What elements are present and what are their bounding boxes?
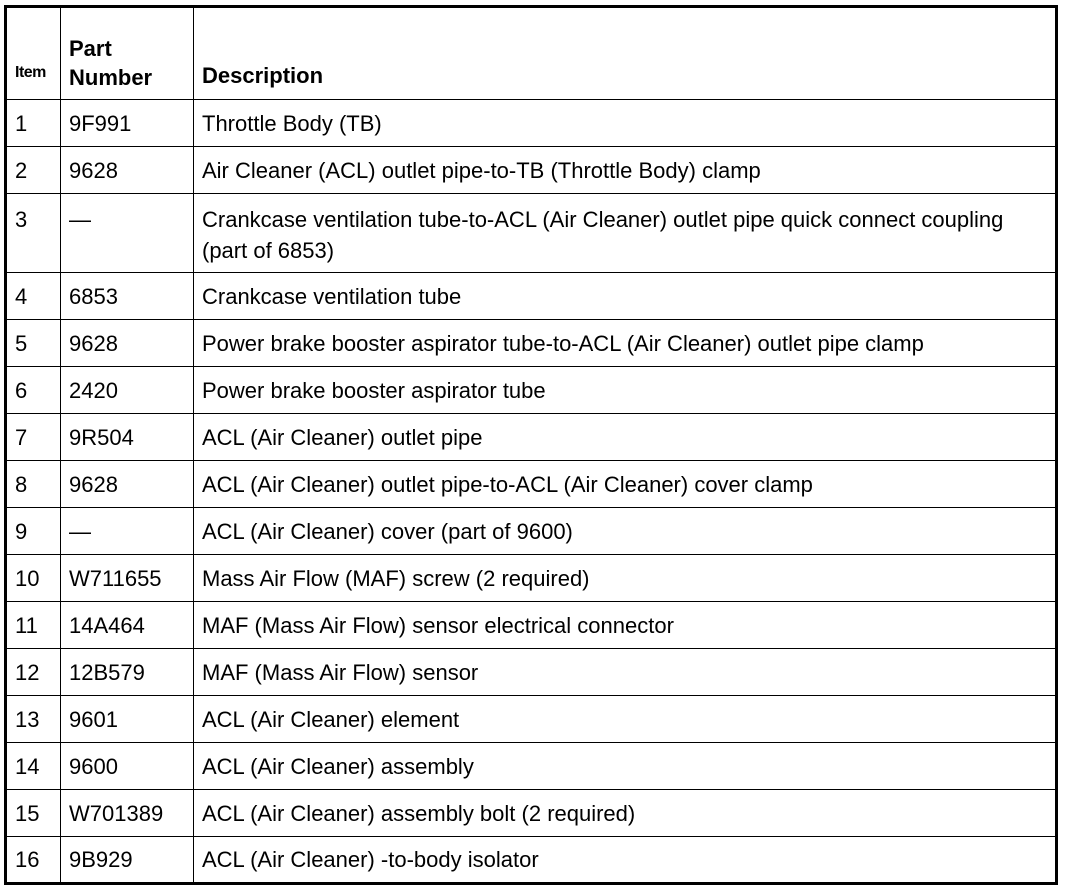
part-number-cell: — xyxy=(61,194,194,273)
description-cell: ACL (Air Cleaner) assembly xyxy=(194,743,1057,790)
table-row xyxy=(6,696,1057,743)
item-cell: 3 xyxy=(6,194,61,273)
part-number-cell: 9F991 xyxy=(61,100,194,147)
part-number-cell: 9600 xyxy=(61,743,194,790)
description-cell: MAF (Mass Air Flow) sensor electrical connector xyxy=(194,602,1057,649)
part-number-cell: 2420 xyxy=(61,367,194,414)
item-cell: 7 xyxy=(6,414,61,461)
table-row xyxy=(6,273,1057,320)
table-row xyxy=(6,194,1057,273)
part-number-cell: 9628 xyxy=(61,461,194,508)
item-cell: 15 xyxy=(6,790,61,837)
description-cell: ACL (Air Cleaner) cover (part of 9600) xyxy=(194,508,1057,555)
header-part-number xyxy=(61,7,194,100)
part-number-cell: 9R504 xyxy=(61,414,194,461)
item-cell: 6 xyxy=(6,367,61,414)
description-cell: Air Cleaner (ACL) outlet pipe-to-TB (Throttle Body) clamp xyxy=(194,147,1057,194)
item-cell: 13 xyxy=(6,696,61,743)
part-number-cell: 9601 xyxy=(61,696,194,743)
item-cell: 16 xyxy=(6,837,61,884)
table-header xyxy=(6,7,1057,100)
description-cell: ACL (Air Cleaner) -to-body isolator xyxy=(194,837,1057,884)
table-row xyxy=(6,790,1057,837)
part-number-cell: 14A464 xyxy=(61,602,194,649)
table-row xyxy=(6,649,1057,696)
part-number-cell: 9628 xyxy=(61,147,194,194)
table-row xyxy=(6,602,1057,649)
description-cell: Crankcase ventilation tube-to-ACL (Air Cleaner) outlet pipe quick connect coupling (part of 6853) xyxy=(194,194,1057,273)
header-part-line1: Part xyxy=(69,36,112,61)
item-cell: 11 xyxy=(6,602,61,649)
table-row xyxy=(6,414,1057,461)
description-cell: ACL (Air Cleaner) outlet pipe xyxy=(194,414,1057,461)
item-cell: 2 xyxy=(6,147,61,194)
header-item: Item xyxy=(6,7,61,100)
description-cell: Power brake booster aspirator tube xyxy=(194,367,1057,414)
part-number-cell: W711655 xyxy=(61,555,194,602)
table-body xyxy=(6,100,1057,884)
part-number-cell: 9628 xyxy=(61,320,194,367)
table-row xyxy=(6,100,1057,147)
description-cell: ACL (Air Cleaner) outlet pipe-to-ACL (Air Cleaner) cover clamp xyxy=(194,461,1057,508)
item-cell: 9 xyxy=(6,508,61,555)
item-cell: 4 xyxy=(6,273,61,320)
table-row xyxy=(6,837,1057,884)
header-row xyxy=(6,7,1057,100)
description-cell: ACL (Air Cleaner) element xyxy=(194,696,1057,743)
table-row xyxy=(6,743,1057,790)
item-cell: 8 xyxy=(6,461,61,508)
parts-table xyxy=(4,5,1058,885)
header-part-line2: Number xyxy=(69,65,153,90)
table-row xyxy=(6,367,1057,414)
table-row xyxy=(6,461,1057,508)
description-cell: Throttle Body (TB) xyxy=(194,100,1057,147)
item-cell: 12 xyxy=(6,649,61,696)
table-row xyxy=(6,320,1057,367)
part-number-cell: W701389 xyxy=(61,790,194,837)
item-cell: 10 xyxy=(6,555,61,602)
part-number-cell: 12B579 xyxy=(61,649,194,696)
part-number-cell: 6853 xyxy=(61,273,194,320)
description-cell: MAF (Mass Air Flow) sensor xyxy=(194,649,1057,696)
header-description: Description xyxy=(194,7,1057,100)
item-cell: 14 xyxy=(6,743,61,790)
part-number-cell: 9B929 xyxy=(61,837,194,884)
description-cell: ACL (Air Cleaner) assembly bolt (2 required) xyxy=(194,790,1057,837)
description-cell: Power brake booster aspirator tube-to-ACL (Air Cleaner) outlet pipe clamp xyxy=(194,320,1057,367)
part-number-cell: — xyxy=(61,508,194,555)
item-cell: 1 xyxy=(6,100,61,147)
table-row xyxy=(6,555,1057,602)
description-cell: Mass Air Flow (MAF) screw (2 required) xyxy=(194,555,1057,602)
item-cell: 5 xyxy=(6,320,61,367)
description-cell: Crankcase ventilation tube xyxy=(194,273,1057,320)
table-row xyxy=(6,508,1057,555)
table-row xyxy=(6,147,1057,194)
